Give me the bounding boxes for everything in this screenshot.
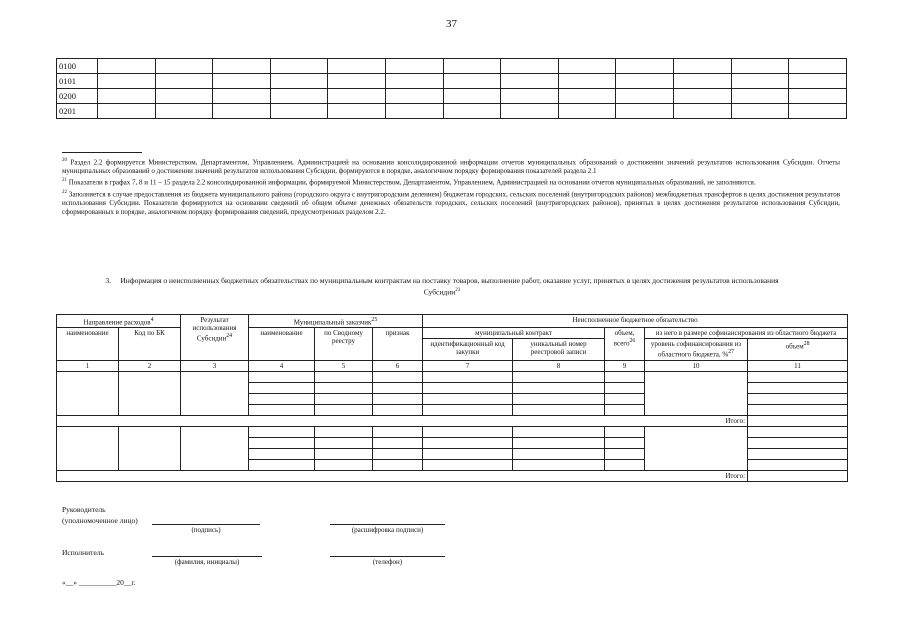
empty-cell — [616, 89, 674, 104]
total-label-1: Итого: — [57, 415, 748, 426]
column-number: 7 — [423, 360, 513, 371]
decode-caption: (расшифровка подписи) — [351, 526, 424, 534]
header-kbk: Код по БК — [119, 328, 181, 360]
empty-cell — [558, 89, 616, 104]
empty-cell — [789, 89, 847, 104]
empty-cell — [616, 74, 674, 89]
column-number: 1 — [57, 360, 119, 371]
empty-cell — [328, 89, 386, 104]
footnote-text: Показатели в графах 7, 8 и 11 – 15 раздела 2.2 консолидированной информации, формируемой Министерством, Департаментом, Управлением, Администрацией на основании отчетов муниципальных образований, не заполняются. — [68, 178, 756, 187]
footnotes — [62, 156, 840, 217]
footnote-number: 22 — [62, 189, 67, 195]
top-table-row — [57, 59, 847, 74]
header-direction: Направление расходов$^4$ — [57, 315, 181, 328]
empty-cell — [731, 59, 789, 74]
empty-cell — [98, 59, 156, 74]
empty-cell — [270, 89, 328, 104]
section-title-footnote: 23 — [455, 287, 461, 293]
empty-cell — [501, 74, 559, 89]
decode-line[interactable] — [330, 524, 445, 525]
header-registry-number: уникальный номер реестровой записи — [513, 339, 605, 360]
column-number: 11 — [748, 360, 848, 371]
row-code: 0100 — [57, 59, 98, 74]
empty-cell — [213, 59, 271, 74]
empty-cell — [155, 89, 213, 104]
empty-cell — [386, 59, 444, 74]
row-code: 0101 — [57, 74, 98, 89]
empty-cell — [674, 89, 732, 104]
fio-line[interactable] — [152, 556, 262, 557]
empty-cell — [386, 89, 444, 104]
empty-cell — [558, 104, 616, 119]
empty-cell — [501, 104, 559, 119]
empty-cell — [270, 74, 328, 89]
footnote-number: 20 — [62, 158, 67, 163]
empty-cell — [789, 74, 847, 89]
empty-cell — [443, 74, 501, 89]
empty-cell — [731, 89, 789, 104]
header-level: уровень софинансирования из областного бюджета, %$^{27}$ — [645, 339, 748, 360]
empty-cell — [501, 59, 559, 74]
empty-cell — [501, 89, 559, 104]
header-volume-total: объем, всего$^{26}$ — [605, 328, 645, 360]
empty-cell — [328, 104, 386, 119]
column-number: 9 — [605, 360, 645, 371]
empty-cell — [386, 104, 444, 119]
page-number: 37 — [446, 18, 457, 30]
empty-cell — [731, 104, 789, 119]
empty-cell — [616, 59, 674, 74]
date-line[interactable]: «__» __________20__г. — [62, 578, 136, 587]
empty-cell — [731, 74, 789, 89]
head-label: Руководитель — [62, 505, 106, 514]
top-table-row — [57, 104, 847, 119]
obligations-table — [56, 314, 848, 482]
footnote-text: Раздел 2.2 формируется Министерством, Департаментом, Управлением, Администрацией на основании консолидированной информации отчетов муниципальных образований о достижении значений результатов использования Субсидии. Отчеты муниципальных образований о достижении значений результатов использования Субсидии, формируются в порядке, аналогичном порядку формирования показателей раздела 2.1 — [62, 158, 840, 176]
footnote-separator — [62, 152, 142, 153]
empty-cell — [443, 59, 501, 74]
footnote-21 — [62, 176, 840, 187]
footnote-20 — [62, 156, 840, 176]
empty-cell — [270, 104, 328, 119]
column-number: 4 — [249, 360, 315, 371]
signature-caption: (подпись) — [191, 526, 221, 534]
top-table-row — [57, 89, 847, 104]
fio-caption: (фамилия, инициалы) — [174, 558, 240, 566]
empty-cell — [213, 74, 271, 89]
column-number: 10 — [645, 360, 748, 371]
header-cofinancing: из него в размере софинансирования из областного бюджета — [645, 328, 848, 339]
empty-cell — [558, 59, 616, 74]
empty-cell — [558, 74, 616, 89]
empty-cell — [328, 74, 386, 89]
header-name: наименование — [57, 328, 119, 360]
head-sublabel: (уполномоченное лицо) — [62, 516, 138, 525]
header-result: Результат использования Субсидии$^{24}$ — [181, 315, 249, 361]
footnote-22 — [62, 188, 840, 217]
top-table-row — [57, 74, 847, 89]
empty-cell — [674, 74, 732, 89]
header-purchase-id: идентификационный код закупки — [423, 339, 513, 360]
empty-cell — [155, 59, 213, 74]
header-unfulfilled: Неисполненное бюджетное обязательство — [423, 315, 848, 328]
empty-cell — [789, 59, 847, 74]
section-number: 3. — [105, 276, 111, 285]
empty-cell — [98, 89, 156, 104]
total-label-2: Итого: — [57, 470, 748, 481]
empty-cell — [213, 104, 271, 119]
column-numbers-row — [57, 360, 848, 371]
empty-cell — [443, 104, 501, 119]
executor-label: Исполнитель — [62, 548, 104, 557]
empty-cell — [155, 74, 213, 89]
column-number: 6 — [373, 360, 423, 371]
row-code: 0201 — [57, 104, 98, 119]
row-code: 0200 — [57, 89, 98, 104]
footnote-number: 21 — [62, 178, 67, 184]
header-customer: Муниципальный заказчик$^{25}$ — [249, 315, 423, 328]
header-registry: по Сводному реестру — [315, 328, 373, 360]
empty-cell — [674, 59, 732, 74]
empty-cell — [328, 59, 386, 74]
empty-cell — [98, 74, 156, 89]
empty-cell — [674, 104, 732, 119]
header-customer-name: наименование — [249, 328, 315, 360]
empty-cell — [155, 104, 213, 119]
empty-cell — [789, 104, 847, 119]
section-title-text: Информация о неисполненных бюджетных обязательствах по муниципальным контрактам на поставку товаров, выполнение работ, оказание услуг, принятых в целях достижения результатов использования Субсидии — [120, 276, 779, 296]
empty-cell — [386, 74, 444, 89]
empty-cell — [616, 104, 674, 119]
empty-cell — [98, 104, 156, 119]
phone-caption: (телефон) — [372, 558, 403, 566]
footnote-text: Заполняется в случае предоставления из бюджета муниципального района (городского округа с внутригородским делением) бюджетам городских, сельских поселений (внутригородских районов) межбюджетных трансфертов в целях достижения результатов использования Субсидии. Показатели формируются на основании сведений об общем объеме денежных обязательств городских, сельских поселений (внутригородских районов), принятых в целях достижения результатов использования Субсидии, сформированных в порядке, аналогичном порядку формирования сведений, предусмотренных разделом 2.2. — [62, 189, 841, 216]
phone-line[interactable] — [330, 556, 445, 557]
empty-cell — [443, 89, 501, 104]
column-number: 2 — [119, 360, 181, 371]
column-number: 8 — [513, 360, 605, 371]
empty-cell — [213, 89, 271, 104]
header-contract: муниципальный контракт — [423, 328, 605, 339]
header-sign: признак — [373, 328, 423, 360]
top-table — [56, 58, 847, 119]
section-3-title — [92, 276, 792, 297]
signature-line[interactable] — [152, 524, 260, 525]
empty-cell — [270, 59, 328, 74]
column-number: 3 — [181, 360, 249, 371]
header-volume: объем$^{28}$ — [748, 339, 848, 360]
column-number: 5 — [315, 360, 373, 371]
